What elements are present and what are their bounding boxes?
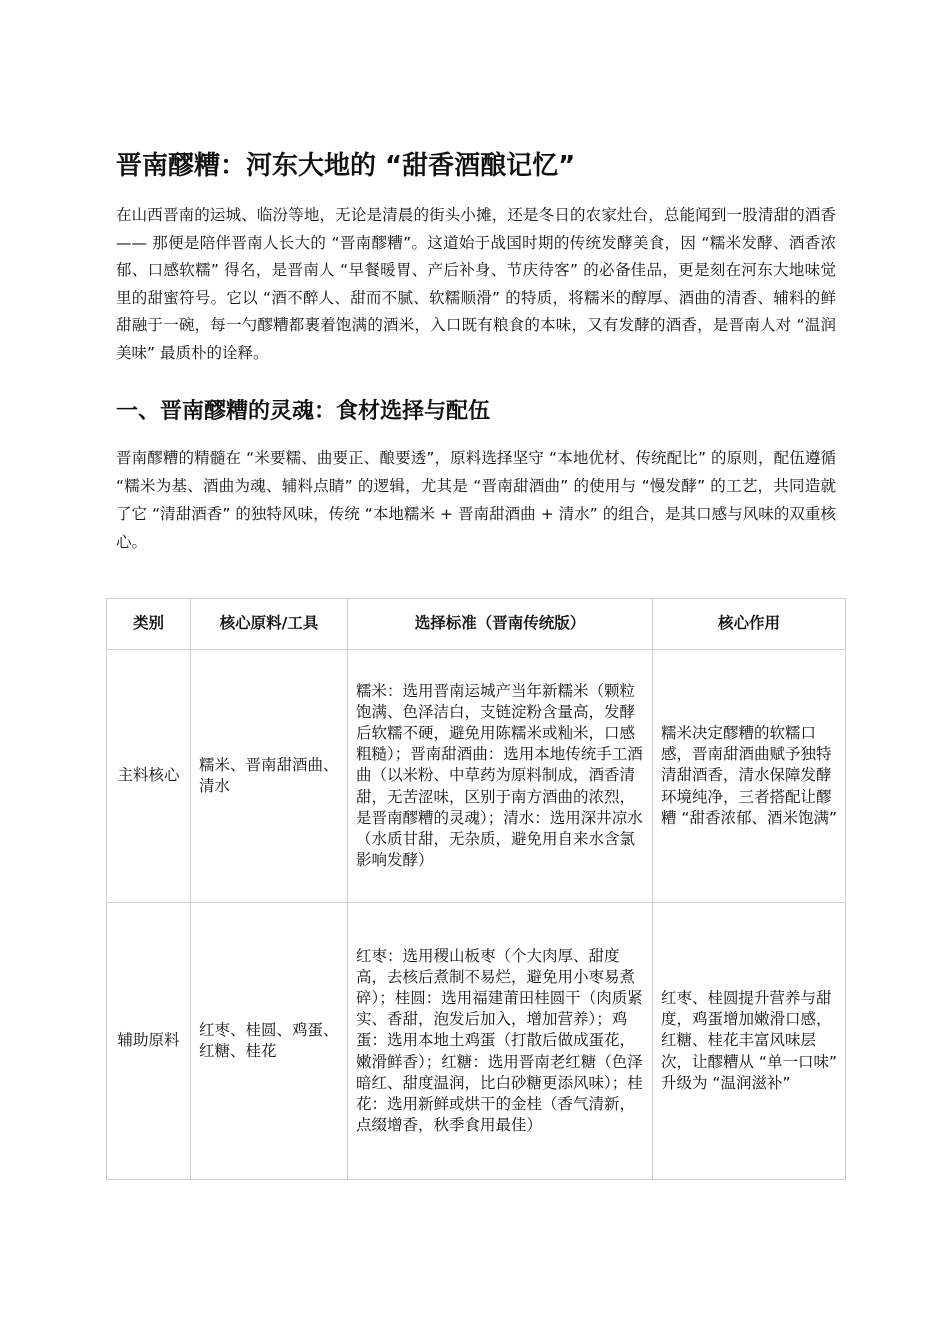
- ingredients-table-wrapper: [106, 598, 845, 1180]
- table-row: [107, 903, 846, 1180]
- section-paragraph: 晋南醪糟的精髓在 “米要糯、曲要正、酿要透”，原料选择坚守 “本地优材、传统配比” 的原则，配伍遵循 “糯米为基、酒曲为魂、辅料点睛” 的逻辑，尤其是 “晋南甜酒曲” 的使用与 “慢发酵” 的工艺，共同造就了它 “清甜酒香” 的独特风味，传统 “本地糯米 + 晋南甜酒曲 + 清水” 的组合，是其口感与风味的双重核心。: [116, 448, 836, 551]
- intro-paragraph: 在山西晋南的运城、临汾等地，无论是清晨的街头小摊，还是冬日的农家灶台，总能闻到一股清甜的酒香 —— 那便是陪伴晋南人长大的 “晋南醪糟”。这道始于战国时期的传统发酵美食，因 “糯米发酵、酒香浓郁、口感软糯” 得名，是晋南人 “早餐暖胃、产后补身、节庆待客” 的必备佳品，更是刻在河东大地味觉里的甜蜜符号。它以 “酒不醉人、甜而不腻、软糯顺滑” 的特质，将糯米的醇厚、酒曲的清香、辅料的鲜甜融于一碗，每一勺醪糟都裹着饱满的酒米，入口既有粮食的本味，又有发酵的酒香，是晋南人对 “温润美味” 最质朴的诠释。: [116, 206, 836, 362]
- section-heading: 一、晋南醪糟的灵魂：食材选择与配伍: [116, 398, 491, 424]
- cell-standard: 糯米：选用晋南运城产当年新糯米（颗粒饱满、色泽洁白，支链淀粉含量高，发酵后软糯不硬，避免用陈糯米或籼米，口感粗糙）；晋南甜酒曲：选用本地传统手工酒曲（以米粉、中草药为原料制成，酒香清甜，无苦涩味，区别于南方酒曲的浓烈，是晋南醪糟的灵魂）；清水：选用深井凉水（水质甘甜，无杂质，避免用自来水含氯影响发酵）: [348, 650, 653, 903]
- cell-category: 辅助原料: [107, 903, 191, 1180]
- cell-materials: 糯米、晋南甜酒曲、清水: [191, 650, 348, 903]
- table-header-row: [107, 599, 846, 650]
- cell-category: 主料核心: [107, 650, 191, 903]
- column-header-effect: 核心作用: [653, 599, 846, 650]
- column-header-category: 类别: [107, 599, 191, 650]
- document-body: [116, 148, 836, 556]
- cell-materials: 红枣、桂圆、鸡蛋、红糖、桂花: [191, 903, 348, 1180]
- column-header-materials: 核心原料/工具: [191, 599, 348, 650]
- ingredients-table: [106, 598, 846, 1180]
- table-row: [107, 650, 846, 903]
- cell-standard: 红枣：选用稷山板枣（个大肉厚、甜度高，去核后煮制不易烂，避免用小枣易煮碎）；桂圆：选用福建莆田桂圆干（肉质紧实、香甜，泡发后加入，增加营养）；鸡蛋：选用本地土鸡蛋（打散后做成蛋花，嫩滑鲜香）；红糖：选用晋南老红糖（色泽暗红、甜度温润，比白砂糖更添风味）；桂花：选用新鲜或烘干的金桂（香气清新，点缀增香，秋季食用最佳）: [348, 903, 653, 1180]
- page-title: 晋南醪糟：河东大地的 “甜香酒酿记忆”: [116, 151, 576, 181]
- cell-effect: 糯米决定醪糟的软糯口感，晋南甜酒曲赋予独特清甜酒香，清水保障发酵环境纯净，三者搭配让醪糟 “甜香浓郁、酒米饱满”: [653, 650, 846, 903]
- column-header-standard: 选择标准（晋南传统版）: [348, 599, 653, 650]
- cell-effect: 红枣、桂圆提升营养与甜度，鸡蛋增加嫩滑口感，红糖、桂花丰富风味层次，让醪糟从 “单一口味” 升级为 “温润滋补”: [653, 903, 846, 1180]
